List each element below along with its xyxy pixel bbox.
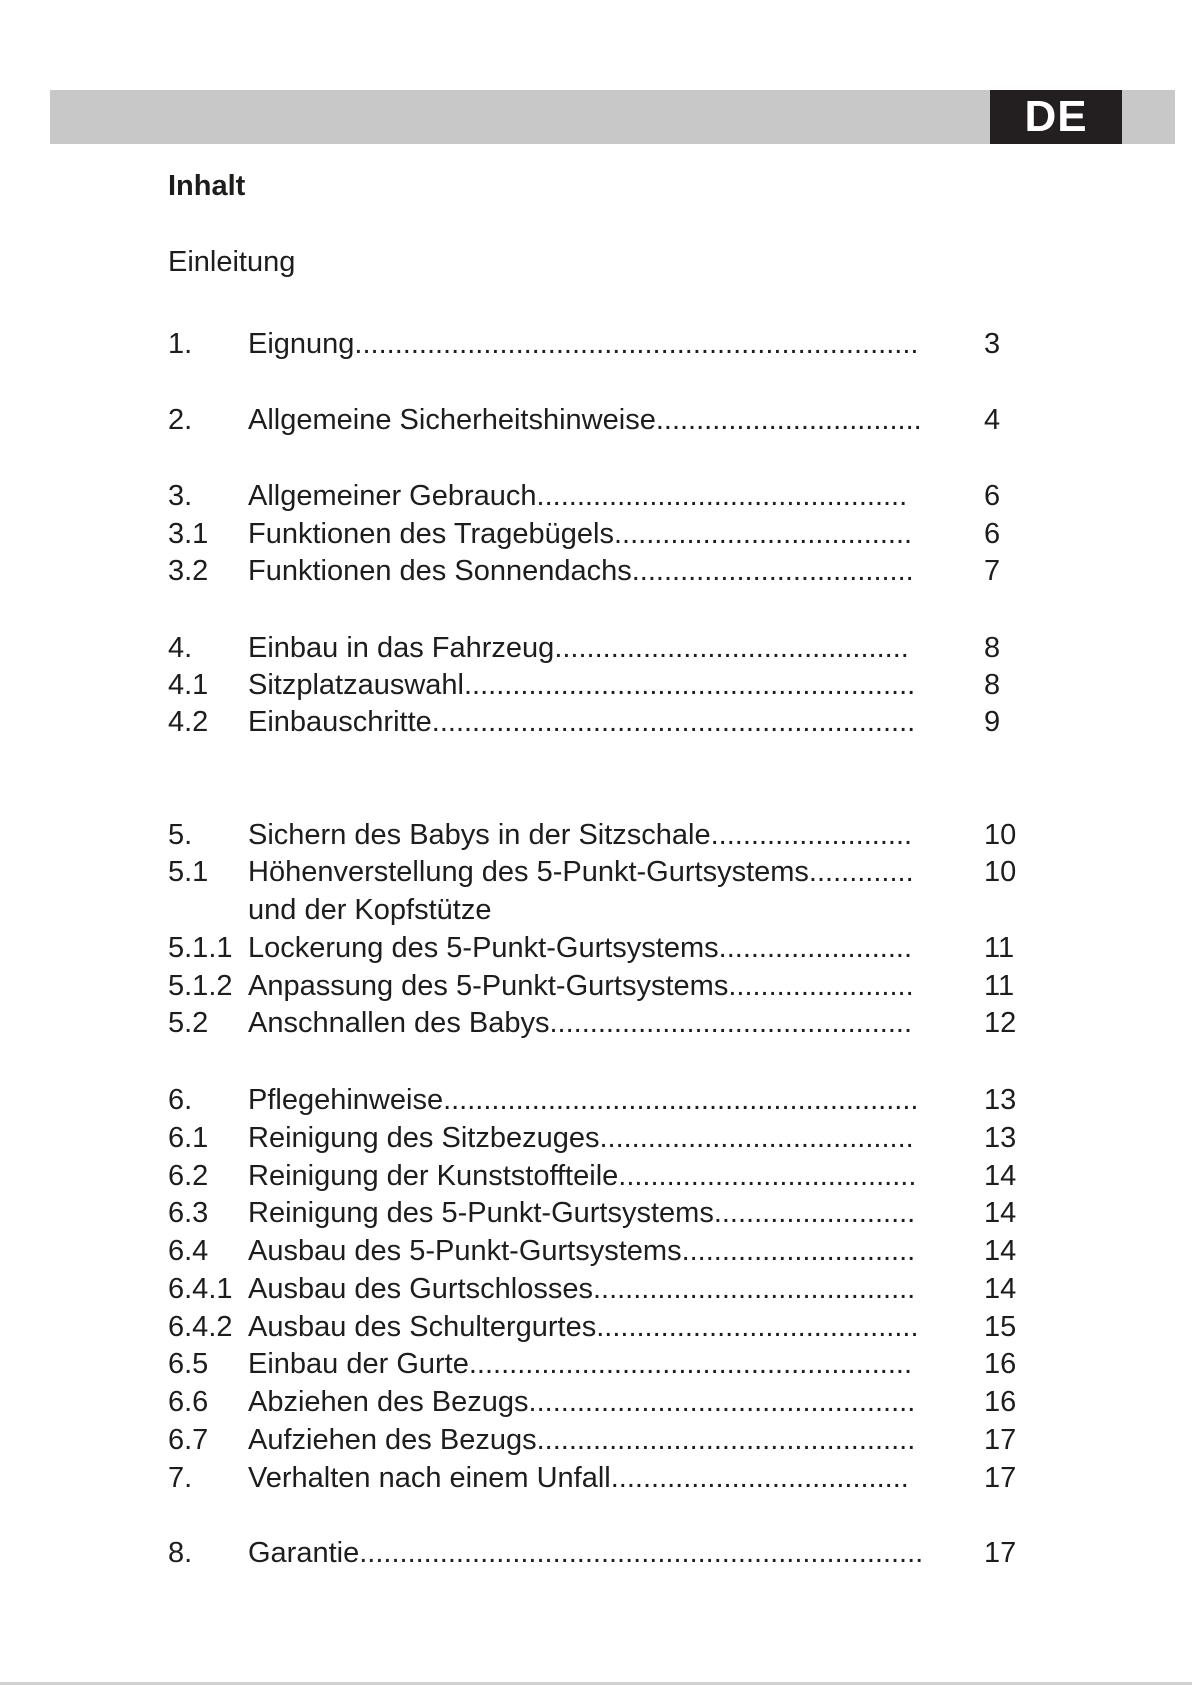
toc-entry-page: 17 (984, 1537, 1017, 1569)
toc-intro-entry: Einleitung (168, 246, 296, 278)
toc-entry-title: Allgemeine Sicherheitshinweise................................. (248, 404, 922, 436)
toc-entry-title: Ausbau des 5-Punkt-Gurtsystems............................. (248, 1235, 916, 1267)
toc-entry (168, 1082, 1028, 1118)
toc-entry-title: Einbauschritte............................................................ (248, 706, 916, 738)
toc-entry-title: Eignung...................................................................... (248, 328, 919, 360)
toc-entry-number: 6.2 (168, 1160, 209, 1192)
toc-entry (168, 516, 1028, 552)
toc-entry-title: Höhenverstellung des 5-Punkt-Gurtsystems............. (248, 856, 914, 888)
toc-entry-page: 14 (984, 1160, 1017, 1192)
toc-entry-number: 6.1 (168, 1122, 209, 1154)
toc-entry-number: 4.2 (168, 706, 209, 738)
toc-entry-page: 6 (984, 518, 1001, 550)
toc-entry-page: 9 (984, 706, 1001, 738)
toc-entry-page: 4 (984, 404, 1001, 436)
toc-entry-page: 13 (984, 1122, 1017, 1154)
toc-entry-title: Reinigung des 5-Punkt-Gurtsystems......................... (248, 1197, 916, 1229)
toc-entry-number: 6.4.2 (168, 1311, 233, 1343)
toc-entry (168, 630, 1028, 666)
toc-entry-title: Funktionen des Sonnendachs................................... (248, 555, 914, 587)
toc-entry (168, 1422, 1028, 1458)
toc-entry-page: 3 (984, 328, 1001, 360)
toc-entry-number: 6.5 (168, 1348, 209, 1380)
toc-entry-number: 5. (168, 819, 193, 851)
toc-entry-number: 5.2 (168, 1007, 209, 1039)
toc-entry-title: Funktionen des Tragebügels..................................... (248, 518, 913, 550)
toc-entry-number: 3.1 (168, 518, 209, 550)
toc-entry-number: 6.7 (168, 1424, 209, 1456)
toc-entry (168, 667, 1028, 703)
toc-entry-number: 3. (168, 480, 193, 512)
toc-entry (168, 1158, 1028, 1194)
toc-entry (168, 854, 1028, 890)
toc-entry-page: 14 (984, 1273, 1017, 1305)
toc-entry-number: 4.1 (168, 669, 209, 701)
toc-entry-number: 1. (168, 328, 193, 360)
toc-entry-number: 3.2 (168, 555, 209, 587)
toc-entry-number: 6. (168, 1084, 193, 1116)
toc-entry-title: Pflegehinweise........................................................... (248, 1084, 919, 1116)
toc-entry-page: 10 (984, 856, 1017, 888)
toc-entry-page: 16 (984, 1386, 1017, 1418)
toc-entry-page: 11 (984, 970, 1015, 1002)
toc-entry-title: Reinigung des Sitzbezuges....................................... (248, 1122, 914, 1154)
toc-entry-title: Sichern des Babys in der Sitzschale......................... (248, 819, 913, 851)
toc-entry (168, 1309, 1028, 1345)
toc-entry-page: 14 (984, 1197, 1017, 1229)
toc-entry-number: 5.1.1 (168, 932, 233, 964)
toc-entry-page: 16 (984, 1348, 1017, 1380)
toc-entry-page: 13 (984, 1084, 1017, 1116)
toc-entry (168, 704, 1028, 740)
toc-entry (168, 1120, 1028, 1156)
toc-entry (168, 326, 1028, 362)
toc-heading: Inhalt (168, 170, 246, 202)
toc-entry-number: 6.6 (168, 1386, 209, 1418)
language-tab: DE (990, 90, 1122, 144)
toc-entry-page: 17 (984, 1462, 1017, 1494)
toc-entry-title: Reinigung der Kunststoffteile..................................... (248, 1160, 917, 1192)
toc-entry-number: 6.3 (168, 1197, 209, 1229)
toc-entry-title: Lockerung des 5-Punkt-Gurtsystems........................ (248, 932, 913, 964)
toc-entry-title: Aufziehen des Bezugs............................................... (248, 1424, 916, 1456)
toc-entry-continuation: und der Kopfstütze (248, 894, 492, 926)
toc-entry (168, 1346, 1028, 1382)
toc-entry (168, 478, 1028, 514)
toc-entry-title: Garantie...................................................................... (248, 1537, 924, 1569)
toc-entry-title: Einbau der Gurte....................................................... (248, 1348, 912, 1380)
toc-entry-title: Allgemeiner Gebrauch.............................................. (248, 480, 908, 512)
toc-entry-number: 7. (168, 1462, 193, 1494)
toc-entry (168, 553, 1028, 589)
toc-entry-title: Ausbau des Schultergurtes........................................ (248, 1311, 919, 1343)
toc-entry-number: 6.4.1 (168, 1273, 233, 1305)
toc-entry (168, 1233, 1028, 1269)
toc-entry (168, 1460, 1028, 1496)
toc-entry-page: 7 (984, 555, 1001, 587)
toc-entry-title: Anpassung des 5-Punkt-Gurtsystems....................... (248, 970, 914, 1002)
toc-entry-title: Abziehen des Bezugs................................................ (248, 1386, 916, 1418)
toc-entry (168, 1271, 1028, 1307)
toc-entry-number: 2. (168, 404, 193, 436)
toc-entry (168, 1384, 1028, 1420)
toc-entry (168, 1535, 1028, 1571)
toc-entry-page: 12 (984, 1007, 1017, 1039)
toc-entry (168, 930, 1028, 966)
toc-entry-title: Verhalten nach einem Unfall..................................... (248, 1462, 909, 1494)
toc-entry-number: 5.1.2 (168, 970, 233, 1002)
toc-entry-page: 8 (984, 632, 1001, 664)
toc-entry-number: 5.1 (168, 856, 209, 888)
toc-entry (168, 968, 1028, 1004)
toc-entry-title: Anschnallen des Babys............................................. (248, 1007, 913, 1039)
toc-entry-page: 8 (984, 669, 1001, 701)
toc-entry-page: 11 (984, 932, 1015, 964)
toc-entry-title: Ausbau des Gurtschlosses........................................ (248, 1273, 916, 1305)
toc-entry (168, 1005, 1028, 1041)
toc-entry-number: 6.4 (168, 1235, 209, 1267)
toc-entry-number: 4. (168, 632, 193, 664)
toc-entry-page: 15 (984, 1311, 1017, 1343)
toc-entry-page: 14 (984, 1235, 1017, 1267)
toc-entry-title: Sitzplatzauswahl........................................................ (248, 669, 916, 701)
toc-entry (168, 817, 1028, 853)
toc-entry-title: Einbau in das Fahrzeug............................................ (248, 632, 909, 664)
toc-entry-page: 10 (984, 819, 1017, 851)
toc-entry (168, 1195, 1028, 1231)
toc-entry-page: 6 (984, 480, 1001, 512)
toc-entry (168, 402, 1028, 438)
toc-entry-page: 17 (984, 1424, 1017, 1456)
toc-entry-number: 8. (168, 1537, 193, 1569)
